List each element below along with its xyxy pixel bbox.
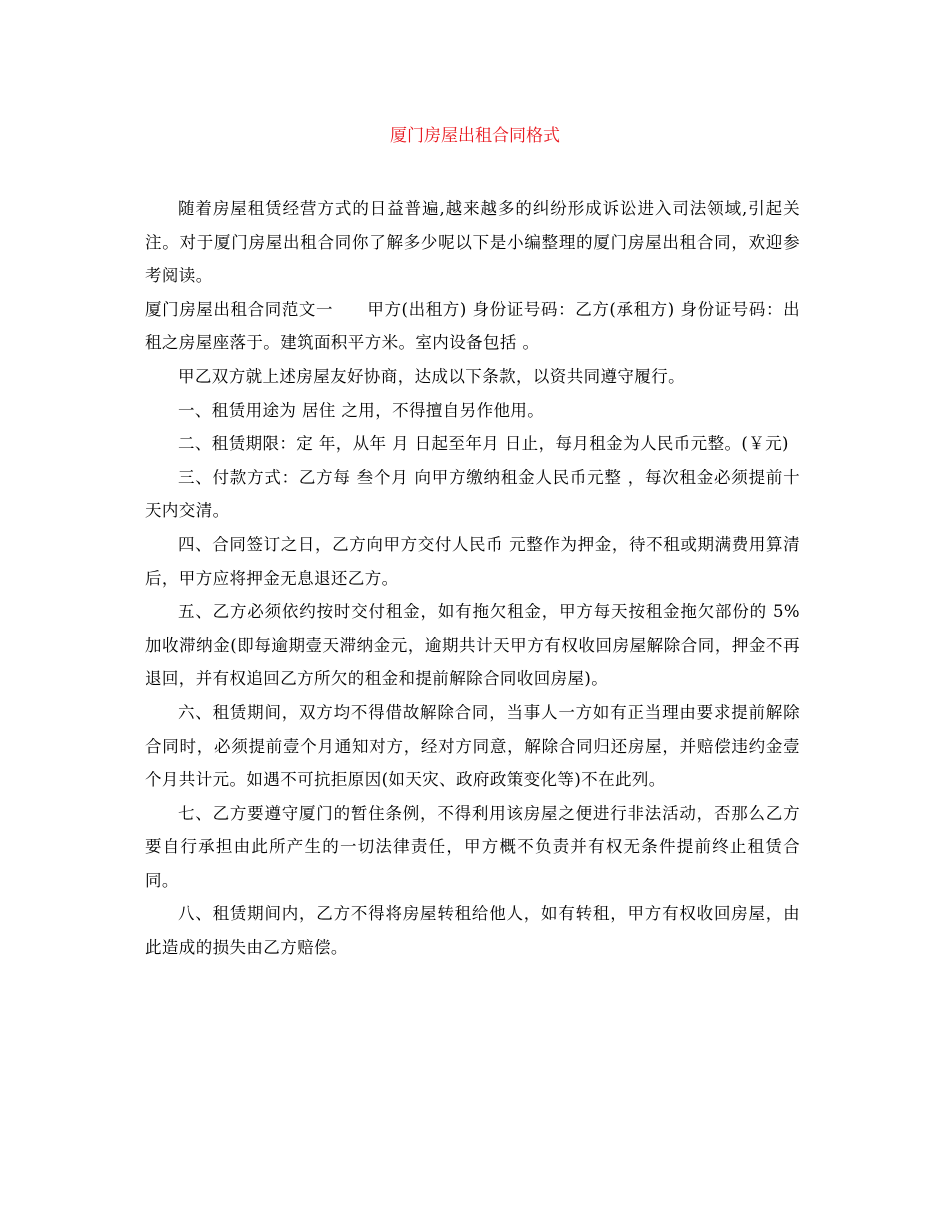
clause-2: 二、租赁期限：定 年，从年 月 日起至年月 日止，每月租金为人民币元整。(￥元) — [178, 434, 789, 454]
document-title: 厦门房屋出租合同格式 — [390, 126, 560, 146]
clause-3: 三、付款方式：乙方每 叁个月 向甲方缴纳租金人民币元整 ，每次租金必须提前十天内交清。 — [145, 467, 800, 521]
clause-8: 八、租赁期间内，乙方不得将房屋转租给他人，如有转租，甲方有权收回房屋，由此造成的损失由乙方赔偿。 — [145, 904, 800, 958]
clause-1: 一、租赁用途为 居住 之用，不得擅自另作他用。 — [178, 400, 545, 420]
clause-4: 四、合同签订之日，乙方向甲方交付人民币 元整作为押金，待不租或期满费用算清后，甲方应将押金无息退还乙方。 — [145, 534, 800, 588]
clause-5: 五、乙方必须依约按时交付租金，如有拖欠租金，甲方每天按租金拖欠部份的 5%加收滞纳金(即每逾期壹天滞纳金元，逾期共计天甲方有权收回房屋解除合同，押金不再退回，并有权追回乙方所欠的租金和提前解除合同收回房屋)。 — [145, 602, 800, 689]
agreement-paragraph: 甲乙双方就上述房屋友好协商，达成以下条款，以资共同遵守履行。 — [178, 366, 685, 386]
clause-7: 七、乙方要遵守厦门的暂住条例，不得利用该房屋之便进行非法活动，否那么乙方要自行承担由此所产生的一切法律责任，甲方概不负责并有权无条件提前终止租赁合同。 — [145, 803, 800, 890]
intro-paragraph: 随着房屋租赁经营方式的日益普遍,越来越多的纠纷形成诉讼进入司法领域,引起关注。对于厦门房屋出租合同你了解多少呢以下是小编整理的厦门房屋出租合同，欢迎参考阅读。 — [145, 199, 800, 286]
document-body — [145, 192, 800, 965]
sample-header-paragraph: 厦门房屋出租合同范文一 甲方(出租方) 身份证号码：乙方(承租方) 身份证号码：出租之房屋座落于。建筑面积平方米。室内设备包括 。 — [145, 299, 800, 353]
clause-6: 六、租赁期间，双方均不得借故解除合同，当事人一方如有正当理由要求提前解除合同时，必须提前壹个月通知对方，经对方同意，解除合同归还房屋，并赔偿违约金壹个月共计元。如遇不可抗拒原因(如天灾、政府政策变化等)不在此列。 — [145, 702, 800, 790]
